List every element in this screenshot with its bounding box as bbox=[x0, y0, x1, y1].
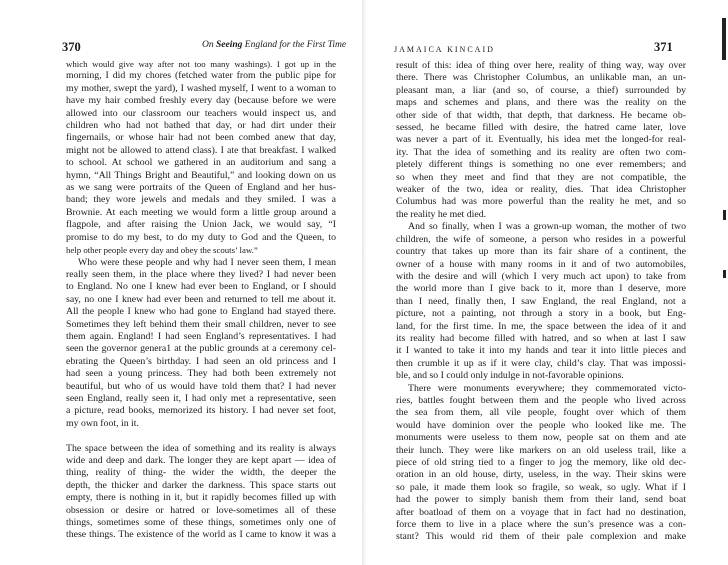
text-line: was never a part of it. Eventually, his idea met the longed-for real- bbox=[396, 134, 686, 146]
text-line: sessed, he became filled with desire, the hatred came later, love bbox=[396, 122, 686, 134]
left-text-block bbox=[66, 58, 336, 542]
text-line: a picture, read books, memorized its history. I had never set foot, bbox=[66, 405, 336, 417]
text-line: And so finally, when I was a grown-up woman, the mother of two bbox=[408, 221, 686, 233]
text-line: so when they meet and find that they are not compatible, the bbox=[396, 171, 686, 183]
running-title-emph: Seeing bbox=[216, 40, 243, 50]
text-line: children who had not bathed that day, or had dirt under their bbox=[66, 120, 336, 132]
text-line: empty, there is nothing in it, but it rapidly becomes filled up with bbox=[66, 492, 336, 504]
text-line: had seen a young princess. They had both been extremely not bbox=[66, 368, 336, 380]
right-page bbox=[366, 0, 728, 565]
text-line: to school. At school we gathered in an auditorium and sang a bbox=[66, 157, 336, 169]
scan-edge-mark bbox=[723, 210, 726, 220]
text-line: allowed into our classroom our teachers would inspect us, and bbox=[66, 107, 336, 119]
text-line: weaker of the two, idea or reality, dies. That idea Christopher bbox=[396, 184, 686, 196]
text-line: monuments were useless to them now, people sat on them and ate bbox=[396, 432, 686, 444]
text-line: their lunch. They were like markers on an old useless trail, like a bbox=[396, 444, 686, 456]
text-line: its reality had become filled with hatred, and so when at last I saw bbox=[396, 332, 686, 344]
text-line: oration in an old house, dirty, useless, in the way. Their skins were bbox=[396, 469, 686, 481]
running-title-post: England for the First Time bbox=[242, 40, 347, 50]
running-title-pre: On bbox=[202, 40, 216, 50]
text-line: country that takes up more than its fair share of a continent, the bbox=[396, 246, 686, 258]
text-line: had the power to simply banish them from their land, send boat bbox=[396, 494, 686, 506]
text-line: beautiful, but who of us would have told them that? I had never bbox=[66, 380, 336, 392]
text-line: Brownie. At each meeting we would form a little group around a bbox=[66, 206, 336, 218]
text-line: these things. The existence of the world as I came to know it was a bbox=[66, 529, 336, 541]
text-line: fingernails, or whose hair had not been combed anew that day, bbox=[66, 132, 336, 144]
text-line: picture, not a painting, not through a story in a book, but Eng- bbox=[396, 308, 686, 320]
text-line: result of this: idea of thing over here, reality of thing way, way over bbox=[396, 60, 686, 71]
text-line: Sometimes they left behind them their small children, never to see bbox=[66, 318, 336, 330]
text-line: obsession or desire or hatred or love-sometimes all of these bbox=[66, 504, 336, 516]
text-line: morning, I did my chores (fetched water from the public pipe for bbox=[66, 70, 336, 82]
text-line: stant? This would rid them of their pale complexion and make bbox=[396, 531, 686, 543]
text-line: ity. That the idea of something and its reality are often two com- bbox=[396, 146, 686, 158]
text-line: ries, battles fought between them and the people who lived across bbox=[396, 394, 686, 406]
text-line: ebrating the Queen’s birthday. I had seen an old princess and I bbox=[66, 355, 336, 367]
text-line: owner of a house with many rooms in it and of two automobiles, bbox=[396, 258, 686, 270]
text-line: promise to do my best, to do my duty to God and the Queen, to bbox=[66, 231, 336, 243]
paragraph-break bbox=[66, 430, 336, 442]
left-page-number: 370 bbox=[62, 40, 81, 54]
text-line: as we sang were portraits of the Queen of England and her hus- bbox=[66, 182, 336, 194]
text-line: wide and deep and dark. The longer they are kept apart — idea of bbox=[66, 454, 336, 466]
text-line: have my hair combed freshly every day (because before we were bbox=[66, 95, 336, 107]
text-line: ble, and so I could only indulge in not-favorable opinions. bbox=[396, 370, 624, 382]
text-line: so pale, it made them look so fragile, so weak, so ugly. What if I bbox=[396, 481, 686, 493]
text-line: it I wanted to take it into my hands and tear it into little pieces and bbox=[396, 345, 686, 357]
text-line: children, the wife of someone, a person who resides in a powerful bbox=[396, 233, 686, 245]
text-line: hymn, “All Things Bright and Beautiful,” and looking down on us bbox=[66, 169, 336, 181]
text-line: really seen them, in the place where they lived? I had never been bbox=[66, 268, 336, 280]
text-line: pleasant man, a liar (and so, of course, a thief) surrounded by bbox=[396, 84, 686, 96]
left-page bbox=[0, 0, 362, 565]
text-line: thing, reality of thing- the wider the width, the deeper the bbox=[66, 467, 336, 479]
author-name: JAMAICA KINCAID bbox=[394, 45, 495, 54]
text-line: Who were these people and why had I never seen them, I mean bbox=[78, 256, 336, 268]
text-line: band; they wore jewels and medals and they smiled. I was a bbox=[66, 194, 336, 206]
text-line: the world more than I give back to it, more than I deserve, more bbox=[396, 283, 686, 295]
text-line: pletely different things is something no one ever remembers; and bbox=[396, 159, 686, 171]
text-line: maps and schemes and plans, and there was the reality on the bbox=[396, 97, 686, 109]
text-line: might not be allowed to attend class). I ate that breakfast. I walked bbox=[66, 144, 336, 156]
text-line: other side of that width, that depth, that darkness. He became ob- bbox=[396, 109, 686, 121]
text-line: with the desire and will (which I very much act upon) to take from bbox=[396, 270, 686, 282]
text-line: the sea from them, all vile people, fought over which of them bbox=[396, 407, 686, 419]
text-line: to England. No one I knew had ever been to England, or I should bbox=[66, 281, 336, 293]
text-line: force them to live in a place where the sun’s presence was a con- bbox=[396, 519, 686, 531]
text-line: seen England, really seen it, I had only met a representative, seen bbox=[66, 392, 336, 404]
text-line: after boatload of them on a voyage that in fact had no destination, bbox=[396, 506, 686, 518]
text-line: say, no one I knew had ever been and returned to tell me about it. bbox=[66, 293, 336, 305]
text-line: the reality he met died. bbox=[396, 208, 487, 220]
text-line: help other people every day and obey the scouts’ law.” bbox=[66, 245, 258, 256]
text-line: There were monuments everywhere; they commemorated victo- bbox=[408, 382, 686, 394]
text-line: The space between the idea of something and its reality is always bbox=[66, 442, 336, 454]
scan-edge-mark bbox=[723, 270, 726, 278]
text-line: flagpole, and after raising the Union Jack, we would say, “I bbox=[66, 219, 336, 231]
text-line: depth, the thicker and darker the darkness. This space starts out bbox=[66, 479, 336, 491]
text-line: than I need, finally then, I saw England, the real England, not a bbox=[396, 295, 686, 307]
running-title bbox=[202, 40, 346, 50]
text-line: land, for the first time. In me, the space between the idea of it and bbox=[396, 320, 686, 332]
text-line: Columbus had was more powerful than the reality he met, and so bbox=[396, 196, 686, 208]
text-line: then crumble it up as if it were clay, child’s clay. That was impossi- bbox=[396, 357, 686, 369]
text-line: All the people I knew who had gone to England had stayed there. bbox=[66, 306, 336, 318]
scan-edge-mark bbox=[722, 18, 726, 60]
text-line: my mother, swept the yard), I washed myself, I went to a woman to bbox=[66, 82, 336, 94]
text-line: things, sometimes some of these things, sometimes only one of bbox=[66, 517, 336, 529]
text-line: seen the governor genera1 at the public grounds at a ceremony cel- bbox=[66, 343, 336, 355]
right-page-number: 371 bbox=[654, 40, 673, 54]
text-line: piece of old string tied to a finger to jog the memory, like old dec- bbox=[396, 457, 686, 468]
text-line: there. There was Christopher Columbus, an unlikable man, an un- bbox=[396, 72, 686, 84]
right-text-block bbox=[396, 60, 686, 544]
text-line: which would give way after not too many washings). I got up in the bbox=[66, 59, 336, 69]
text-line: them again. England! I had seen England’s representatives. I had bbox=[66, 330, 336, 342]
text-line: my own foot, in it. bbox=[66, 417, 139, 429]
text-line: would have dominion over the people who looked like me. The bbox=[396, 419, 686, 431]
